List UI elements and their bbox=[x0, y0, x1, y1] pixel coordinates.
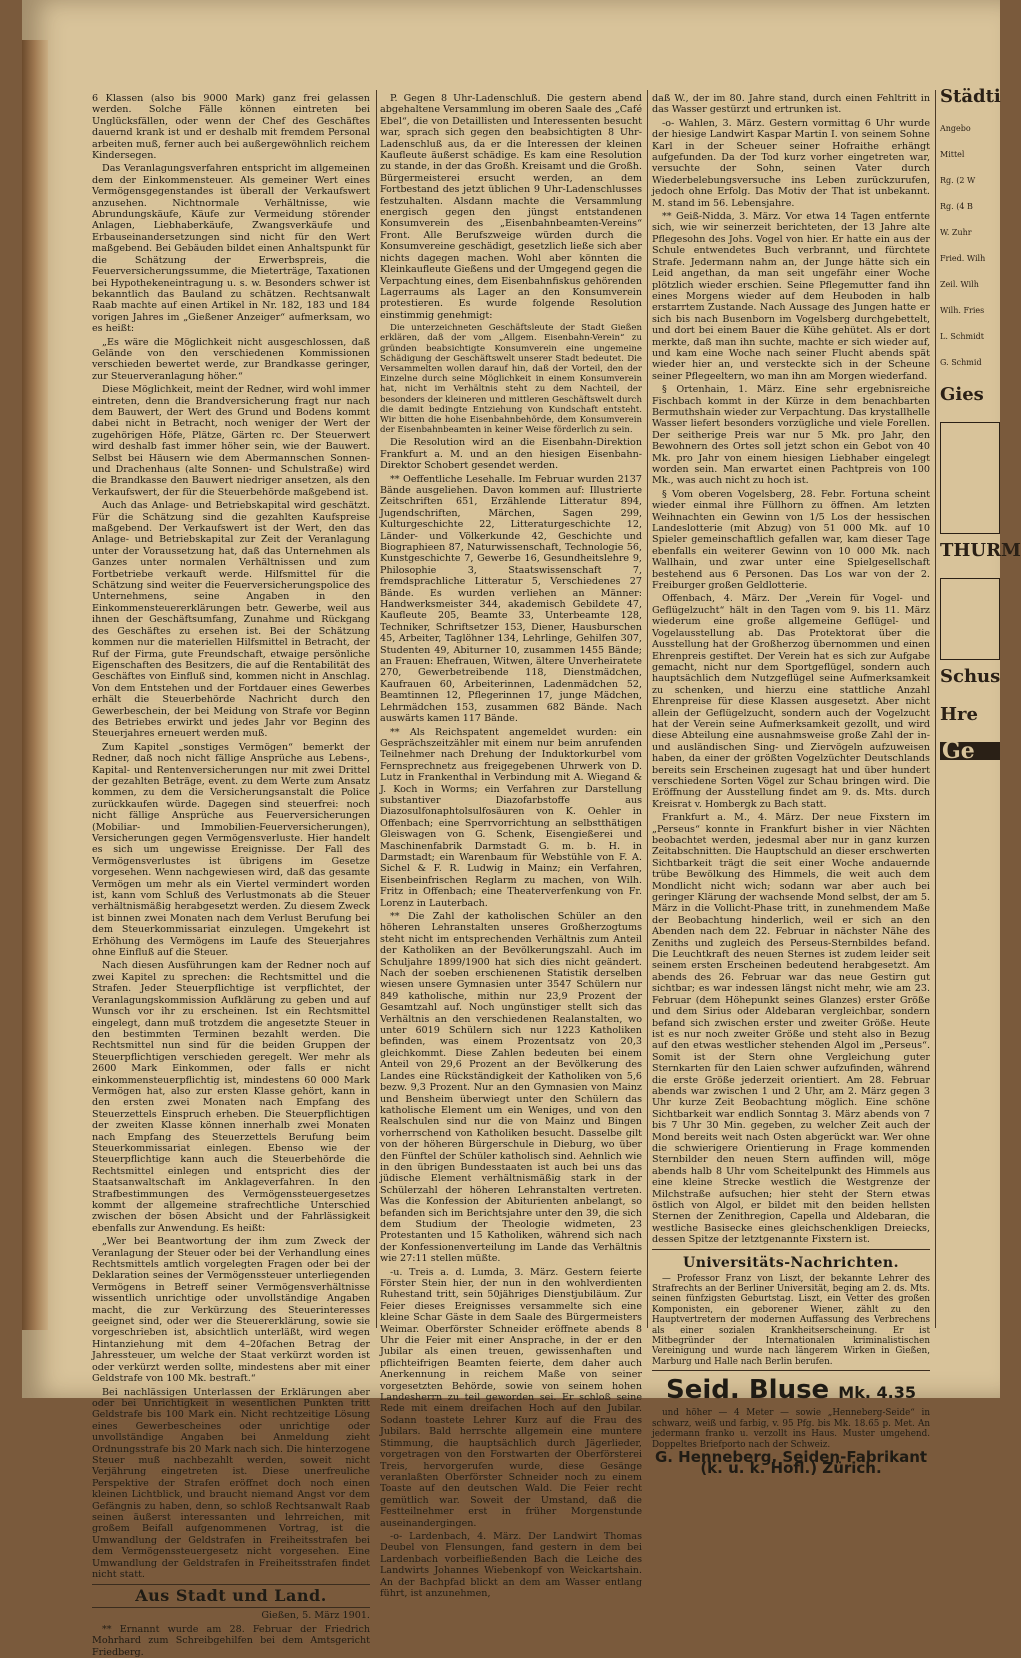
paragraph: Zum Kapitel „sonstiges Vermögen“ bemerkt der Redner, daß noch nicht fällige Ansprüche aus Lebens-, Kapital- und Rentenversicherungen nur mit zwei Drittel der gezahlten Beträge, event. zu dem Werte zum Ansatz kommen, zu dem die Versicherungsanstalt die Police zurückkaufen würde. Dagegen sind steuerfrei: noch nicht fällige Ansprüche aus Feuerversicherungen (Mobiliar- und Immobilien-Feuerversicherungen), Versicherungen gegen Vermögensverluste. Hier handelt es sich um ungewisse Ereignisse. Der Fall des Vermögensverlustes ist übrigens im Gesetze vorgesehen. Wenn nachgewiesen wird, daß das gesamte Vermögen um mehr als ein Viertel vermindert worden ist, kann vom Schluß des Verlustmonats ab die Steuer verhältnismäßig herabgesetzt werden. Zu diesem Zweck ist binnen zwei Monaten nach dem Verlust Berufung bei dem Steuerkommissariat einzulegen. Umgekehrt ist Erhöhung des Vermögens im Laufe des Steuerjahres ohne Einfluß auf die Steuer. bbox=[92, 741, 370, 959]
paragraph: -u. Treis a. d. Lumda, 3. März. Gestern feierte Förster Stein hier, der nun in den wohlverdienten Ruhestand tritt, sein 50jähriges Dienstjubiläum. Zur Feier dieses Ereignisses versammelte sich eine kleine Schar Gäste in dem Saale des Bürgermeisters Weimar. Oberförster Schneider eröffnete abends 8 Uhr die Feier mit einer Ansprache, in der er den Jubilar als einen treuen, gewissenhaften und pflichteifrigen Beamten feierte, dem daher auch Anerkennung in reichem Maße von seiner vorgesetzten Behörde, sowie von seinem hohen Landesherrn zu teil geworden sei. Er schloß seine Rede mit einem dreifachen Hoch auf den Jubilar. Sodann toastete Lehrer Kurz auf die Frau des Jubilars. Bald herrschte allgemein eine muntere Stimmung, die hauptsächlich durch Jägerlieder, vorgetragen von den Forstwarten der Oberförsterei Treis, hervorgerufen wurde, diese Gesänge veranlaßten Oberförster Schneider noch zu einem Toaste auf den deutschen Wald. Die Feier recht gemütlich war. Soweit der Umstand, daß die Festteilnehmer erst in früher Morgenstunde auseinandergingen. bbox=[380, 1266, 642, 1529]
paragraph: — Professor Franz von Liszt, der bekannte Lehrer des Strafrechts an der Berliner Universität, beging am 2. ds. Mts. seinen fünfzigsten Geburtstag. Liszt, ein Vetter des großen Komponisten, ein geborener Wiener, zählt zu den Hauptvertretern der modernen Auffassung des Verbrechens als einer sozialen Krankheitserscheinung. Er ist Mitbegründer der Internationalen kriminalistischen Vereinigung und wurde nach längerem Wirken in Gießen, Marburg und Halle nach Berlin berufen. bbox=[652, 1273, 930, 1367]
strip-item: L. Schmidt bbox=[940, 332, 984, 341]
paragraph: ** Geiß-Nidda, 3. März. Vor etwa 14 Tagen entfernte sich, wie wir seinerzeit berichteten, der 13 Jahre alte Pflegesohn des Johs. Vogel von hier. Er hatte ein aus der Schule entwendetes Buch verbrannt, und fürchtete Strafe. Jedermann nahm an, der Junge hätte sich ein Leid angethan, da man seit ungefähr einer Woche plötzlich wieder erschien. Seine Pflegemutter fand ihn eines Morgens wieder auf dem Heuboden in halb erstarrtem Zustande. Nach Aussage des Jungen hatte er sich bis nach Busenborn im Vogelsberg durchgebettelt, und dort bei einem Bauer die Kühe gehütet. Als er dort merkte, daß man ihn suchte, machte er sich wieder auf, und kam eine Woche nach seiner Flucht abends spät wieder hier an, und versteckte sich in der Scheune seiner Pflegeeltern, wo man ihn am Morgen wiederfand. bbox=[652, 211, 930, 382]
section-heading: Universitäts-Nachrichten. bbox=[683, 1254, 899, 1271]
strip-heading: Städti bbox=[940, 86, 1001, 107]
advertisement bbox=[652, 1375, 930, 1478]
paragraph: -o- Wahlen, 3. März. Gestern vormittag 6 Uhr wurde der hiesige Landwirt Kaspar Martin I. von seinem Sohne Karl in der Scheuer seiner Hofraithe erhängt aufgefunden. Da der Tod kurz vorher eingetreten war, versuchte der Sohn, seinen Vater durch Wiederbelebungsversuche ins Leben zurückzurufen, jedoch ohne Erfolg. Das Motiv der That ist unbekannt. M. stand im 56. Lebensjahre. bbox=[652, 117, 930, 209]
paragraph: ** Ernannt wurde am 28. Februar der Friedrich Mohrhard zum Schreibgehilfen bei dem Amtsgericht Friedberg. bbox=[92, 1623, 370, 1658]
column-2 bbox=[380, 93, 643, 1599]
column-1 bbox=[92, 93, 370, 1658]
paragraph: § Vom oberen Vogelsberg, 28. Febr. Fortuna scheint wieder einmal ihre Füllhorn zu öffnen. Am letzten Weihnachten ein Gewinn von 1/5 Los der hessischen Landeslotterie (mit Abzug) von 51 000 Mk. auf 10 Spieler gemeinschaftlich gefallen war, kam dieser Tage ebenfalls ein weiterer Gewinn von 10 000 Mk. nach Wallhain, und zwar unter eine Spielgesellschaft bestehend aus 6 Personen. Das Los war von der 2. Freiburger großen Geldlotterie. bbox=[652, 488, 930, 592]
strip-item: Gies bbox=[940, 384, 984, 405]
ad-price: Mk. 4.35 bbox=[838, 1383, 916, 1403]
paragraph: Offenbach, 4. März. Der „Verein für Vogel- und Geflügelzucht“ hält in den Tagen vom 9. bis 11. März wiederum eine große allgemeine Geflügel- und Vogelausstellung ab. Das Protektorat über die Ausstellung hat der Großherzog übernommen und einen Ehrenpreis gestiftet. Der Verein hat es sich zur Aufgabe gemacht, nicht nur dem Sportgeflügel, sondern auch hauptsächlich dem Nutzgeflügel seine Aufmerksamkeit zu schenken, und hierzu eine stattliche Anzahl Ehrenpreise für diese Klassen ausgesetzt. Aber nicht allein der Geflügelzucht, sondern auch der Vogelzucht hat der Verein seine Aufmerksamkeit gezollt, und wird diese Abteilung eine ausnahmsweise große Zahl der in- und ausländischen Sing- und Ziervögeln aufzuweisen haben, da einer der größten Vogelzüchter Deutschlands bereits sein Erscheinen zugesagt hat und über hundert verschiedene Sorten Vögel zur Schau bringen wird. Die Eröffnung der Ausstellung findet am 9. ds. Mts. durch Kreisrat v. Hombergk zu Bach statt. bbox=[652, 593, 930, 810]
divider bbox=[652, 1249, 930, 1250]
ad-product: Seid. Bluse bbox=[666, 1375, 830, 1406]
column-rule bbox=[376, 90, 377, 1328]
column-3 bbox=[652, 93, 930, 1478]
strip-item: W. Zuhr bbox=[940, 228, 972, 237]
paragraph: ** Oeffentliche Lesehalle. Im Februar wurden 2137 Bände ausgeliehen. Davon kommen auf: Illustrierte Zeitschriften 651, Erzählende Litteratur 894, Jugendschriften, Märchen, Sagen 299, Kulturgeschichte 22, Litteraturgeschichte 12, Länder- und Völkerkunde 42, Geschichte und Biographieen 87, Naturwissenschaft, Technologie 56, Kunstgeschichte 7, Gewerbe 16, Gesundheitslehre 9, Philosophie 3, Staatswissenschaft 7, fremdsprachliche Litteratur 5, Verschiedenes 27 Bände. Es wurden verliehen an Männer: Handwerksmeister 344, akademisch Gebildete 47, Kaufleute 205, Beamte 33, Unterbeamte 128, Techniker, Schriftsetzer 153, Diener, Hausburschen 45, Arbeiter, Taglöhner 134, Lehrlinge, Gehilfen 307, Studenten 49, Abiturner 10, zusammen 1455 Bände; an Frauen: Ehefrauen, Witwen, ältere Unverheiratete 270, Gewerbetreibende 118, Dienstmädchen, Kaufrauen 60, Arbeiterinnen, Ladenmädchen 52, Beamtinnen 12, Pflegerinnen 17, junge Mädchen, Lehrmädchen 153, zusammen 682 Bände. Nach auswärts kamen 117 Bände. bbox=[380, 473, 642, 725]
adjacent-page-strip bbox=[940, 86, 1021, 1336]
strip-item: Rg. (4 B bbox=[940, 202, 973, 211]
strip-item: Zeil. Wilh bbox=[940, 280, 979, 289]
paragraph: Auch das Anlage- und Betriebskapital wird geschätzt. Für die Schätzung sind die gezahlten Kaufspreise maßgebend. Der Verkaufswert ist der Wert, den das Anlage- und Betriebskapital zur Zeit der Veranlagung unter der Voraussetzung hat, daß das Unternehmen als Ganzes unter normalen Verhältnissen und zum Fortbetriebe verkauft werde. Hilfsmittel für die Schätzung sind weiter die Feuerversicherungspolice des Unternehmens, seine Angaben in den Einkommensteuererklärungen betr. Gewerbe, weil aus ihnen der Geschäftsumfang, Zunahme und Rückgang des Geschäftes zu ersehen ist. Bei der Schätzung kommen nur die materiellen Hilfsmittel in Betracht, der Ruf der Firma, gute Freundschaft, etwaige persönliche Eigenschaften des Besitzers, die auf die Rentabilität des Geschäftes von Einfluß sind, kommen nicht in Anschlag. Von dem Entstehen und der Fortdauer eines Gewerbes erhält die Steuerbehörde Nachricht durch den Gewerbeschein, der bei Meidung von Strafe vor Beginn des Betriebes erwirkt und jedes Jahr vor Beginn des Steuerjahres erneuert werden muß. bbox=[92, 500, 370, 740]
strip-item: Wilh. Fries bbox=[940, 306, 985, 315]
strip-ad: Hre bbox=[940, 704, 978, 725]
paragraph: ** Als Reichspatent angemeldet wurden: ein Gesprächszeitzähler mit einem nur beim anrufenden Teilnehmer nach Drehung der Induktorkurbel vom Fernsprechnetz aus freigegebenen Uhrwerk von D. Lutz in Frankenthal in Verbindung mit A. Wiegand & J. Koch in Worms; ein Verfahren zur Darstellung substantiver Diazofarbstoffe aus Diazosulfonaphtolsulfosäuren von K. Oehler in Offenbach; eine Sperrvorrichtung an selbstthätigen Gleiswagen von G. Schenk, Eisengießerei und Maschinenfabrik Darmstadt G. m. b. H. in Darmstadt; ein Warenbaum für Webstühle von F. A. Sichel & F. R. Ludwig in Mainz; ein Verfahren, Eisenbeinfrischen Reglarm zu machen, von Wilh. Fritz in Offenbach; eine Theaterverfenkung von Fr. Lorenz in Lauterbach. bbox=[380, 726, 642, 909]
ad-title bbox=[652, 1375, 930, 1408]
strip-item: Fried. Wilh bbox=[940, 254, 986, 263]
strip-item: Rg. (2 W bbox=[940, 176, 976, 185]
paragraph: Bei nachlässigen Unterlassen der Erklärungen aber oder bei Unrichtigkeit in wesentlichen Punkten tritt Geldstrafe bis 100 Mark ein. Nicht rechtzeitige Lösung eines Gewerbescheines oder unrichtige oder unvollständige Angaben bei Anmeldung zieht Ordnungsstrafe bis 20 Mark nach sich. Die hinterzogene Steuer muß nachbezahlt werden, soweit nicht Verjährung eingetreten ist. Diese unerfreuliche Perspektive der Strafen eröffnet doch noch einen kleinen Lichtblick, und braucht niemand Angst vor dem Gefängnis zu haben, denn, so schloß Rechtsanwalt Raab seinen äußerst interessanten und lehrreichen, mit großem Beifall aufgenommenen Vortrag, ist die Umwandlung der Geldstrafen in Freiheitsstrafen bei dem Vermögenssteuergesetz nicht vorgesehen. Eine Umwandlung der Geldstrafen in Freiheitsstrafen findet nicht statt. bbox=[92, 1386, 370, 1580]
paragraph: Die Resolution wird an die Eisenbahn-Direktion Frankfurt a. M. und an den hiesigen Eisenbahn-Direktor Schobert gesendet werden. bbox=[380, 437, 642, 472]
resolution-text: Die unterzeichneten Geschäftsleute der Stadt Gießen erklären, daß der vom „Allgem. Eisenbahn-Verein“ zu gründen beabsichtigte Konsumverein eine ungemeine Schädigung der Geschäftswelt unserer Stadt bedeutet. Die Versammelten wollen darauf hin, daß der Vorteil, den der Einzelne durch seine Möglichkeit in einem Konsumverein hat, nicht im Verhältnis steht zu dem Nachteil, der besonders der kleineren und mittleren Geschäftswelt durch die damit bedingte Entziehung von Kundschaft entsteht. Wir bitten die hohe Eisenbahnbehörde, dem Konsumverein der Eisenbahnbeamten in keiner Weise förderlich zu sein. bbox=[380, 323, 642, 436]
paragraph: 6 Klassen (also bis 9000 Mark) ganz frei gelassen werden. Solche Fälle können eintreten bei Unglücksfällen, oder wenn der Chef des Geschäftes dauernd krank ist und er deshalb mit fremdem Personal arbeiten muß, ferner auch bei außergewöhnlich reichem Kindersegen. bbox=[92, 93, 370, 162]
dateline: Gießen, 5. März 1901. bbox=[261, 1610, 370, 1622]
ad-text: und höher — 4 Meter — sowie „Henneberg-Seide“ in schwarz, weiß und farbig, v. 95 Pfg. bis Mk. 18.65 p. Met. An jedermann franko u. verzollt ins Haus. Muster umgehend. Doppeltes Briefporto nach der Schweiz. bbox=[652, 1408, 930, 1450]
paragraph: § Ortenhain, 1. März. Eine sehr ergebnisreiche Fischbach kommt in der Kürze in dem benachbarten Bermuthshain wieder zur Verpachtung. Das krystallhelle Wasser liefert besonders vorzügliche und viele Forellen. Der seitherige Preis war nur 5 Mk. pro Jahr, den Bewohnern des Ortes soll jetzt schon ein Gebot von 40 Mk. pro Jahr von einem hiesigen Liebhaber eingelegt worden sein. Man erwartet einen Pachtpreis von 100 Mk., was auch nicht zu hoch ist. bbox=[652, 384, 930, 487]
paragraph: „Es wäre die Möglichkeit nicht ausgeschlossen, daß Gelände von den verschiedenen Kommissionen verschieden bewertet werde, zur Brandkasse geringer, zur Steuerveranlagung höher.“ bbox=[92, 336, 370, 382]
strip-item: G. Schmid bbox=[940, 358, 982, 367]
strip-item: Mittel bbox=[940, 150, 965, 159]
paragraph: -o- Lardenbach, 4. März. Der Landwirt Thomas Deubel von Flensungen, fand gestern in dem bei Lardenbach vorbeifließenden Bach die Leiche des Landwirts Johannes Wiebenkopf von Weickartshain. An der Bachpfad blickt an dem am Wasser entlang führt, ist anzunehmen, bbox=[380, 1530, 642, 1599]
strip-ad-dark: Ge bbox=[940, 742, 1000, 760]
paragraph: „Wer bei Beantwortung der ihm zum Zweck der Veranlagung der Steuer oder bei der Verhandlung eines Rechtsmittels amtlich vorgelegten Fragen oder bei der Deklaration seines der Vermögenssteuer unterliegenden Vermögens in Betreff seiner Vermögensverhältnisse wissentlich unrichtige oder unvollständige Angaben macht, die zur Verkürzung des Steuerinteresses geeignet sind, oder wer die Steuererklärung, sowie sie vorgeschrieben ist, absichtlich unterläßt, wird wegen Hintanziehung mit dem 4–20fachen Betrag der Jahressteuer, um welche der Staat verkürzt worden ist oder verkürzt werden sollte, mindestens aber mit einer Geldstrafe von 100 Mk. bestraft.“ bbox=[92, 1236, 370, 1385]
column-rule bbox=[647, 90, 648, 1328]
column-rule bbox=[935, 90, 936, 1328]
paragraph: P. Gegen 8 Uhr-Ladenschluß. Die gestern abend abgehaltene Versammlung im oberen Saale des „Café Ebel“, die von Detaillisten und Interessenten besucht war, sprach sich gegen den beabsichtigten 8 Uhr-Ladenschluß aus, da er die Interessen der kleinen Kaufleute äußerst schädige. Es kam eine Resolution zu stande, in der das Großh. Kreisamt und die Großh. Bürgermeisterei ersucht werden, an dem Fortbestand des jetzt üblichen 9 Uhr-Ladenschlusses festzuhalten. Alsdann machte die Versammlung energisch gegen den jüngst entstandenen Konsumverein des „Eisenbahnbeamten-Vereins“ Front. Alle Berufszweige würden durch die Konsumvereine geschädigt, gesetzlich ließe sich aber nichts dagegen machen. Wohl aber könnten die Kleinkaufleute Gießens und der Umgegend gegen die Verpachtung eines, dem Eisenbahnfiskus gehörenden Lagerraums als Lager an den Konsumverein protestieren. Es wurde folgende Resolution einstimmig genehmigt: bbox=[380, 93, 643, 321]
paragraph: ** Die Zahl der katholischen Schüler an den höheren Lehranstalten unseres Großherzogtums steht nicht im entsprechenden Verhältnis zum Anteil der Katholiken an der Bevölkerungszahl. Auch im Schuljahre 1899/1900 hat sich dies nicht geändert. Nach der soeben erschienenen Statistik derselben wiesen unsere Gymnasien unter 3547 Schülern nur 849 katholische, mithin nur 23,9 Prozent der Gesamtzahl auf. Noch ungünstiger stellt sich das Verhältnis an den verschiedenen Realanstalten, wo unter 6019 Schülern sich nur 1223 Katholiken befinden, was einem Prozentsatz von 20,3 gleichkommt. Diese Zahlen bedeuten bei einem Anteil von 29,6 Prozent an der Bevölkerung des Landes eine Rückständigkeit der Katholiken von 5,6 bezw. 9,3 Prozent. Nur an den Gymnasien von Mainz und Bensheim überwiegt unter den Schülern das katholische Element um ein Weniges, und von den Realschulen sind nur die von Mainz und Bingen vorherrschend von Katholiken besucht. Dasselbe gilt von der höheren Bürgerschule in Dieburg, wo über den Fünftel der Schüler katholisch sind. Aehnlich wie in den übrigen Bundesstaaten ist auch bei uns das jüdische Element verhältnismäßig stark in der Schülerzahl der höheren Lehranstalten vertreten. Was die Konfession der Abiturienten anbelangt, so befanden sich im Berichtsjahre unter den 39, die sich dem Studium der Theologie widmeten, 23 Protestanten und 15 Katholiken, während sich nach der Konfessionenverteilung im Lande das Verhältnis wie 27:11 stellen müßte. bbox=[380, 911, 642, 1265]
paragraph: Das Veranlagungsverfahren entspricht im allgemeinen dem der Einkommensteuer. Als gemeiner Wert eines Vermögensgegenstandes ist überall der Verkaufswert anzusehen. Nichtnormale Verhältnisse, wie Abrundungskäufe, Käufe zur Vermeidung störender Anlagen, Liebhaberkäufe, Zwangsverkäufe und Erbauseinandersetzungen sind nicht für den Wert maßgebend. Bei Gebäuden bildet einen Anhaltspunkt für die Schätzung der Erwerbspreis, die Feuerversicherungssumme, die Mieterträge, Taxationen bei Hypothekeneintragung u. s. w. Besonders schwer ist bekanntlich das Bauland zu schätzen. Rechtsanwalt Raab machte auf einen Artikel in Nr. 182, 183 und 184 vorigen Jahres im „Gießener Anzeiger“ aufmerksam, wo es heißt: bbox=[92, 163, 370, 335]
ad-firm: G. Henneberg, Seiden-Fabrikant (k. u. k. Hofl.) Zürich. bbox=[654, 1447, 928, 1478]
section-heading: Aus Stadt und Land. bbox=[92, 1584, 370, 1608]
paragraph: daß W., der im 80. Jahre stand, durch einen Fehltritt in das Wasser gestürzt und ertrunken ist. bbox=[652, 93, 930, 116]
paragraph: Frankfurt a. M., 4. März. Der neue Fixstern im „Perseus“ konnte in Frankfurt bisher in vier Nächten beobachtet werden, jedesmal aber nur in ganz kurzen Zeitabschnitten. Die Hauptschuld an dieser erschwerten Sichtbarkeit trägt die seit einer Woche andauernde trübe Bewölkung des Himmels, die weit auch dem Mondlicht nicht wich; sodann war aber auch bei geringer Klärung der wachsende Mond selbst, der am 5. März in die Vollicht-Phase tritt, in zunehmendem Maße der Beobachtung hinderlich, weil er sich an den Abenden nach dem 22. Februar in nächster Nähe des Zeniths und zugleich des Perseus-Sternbildes befand. Die Leuchtkraft des neuen Sternes ist zudem leider seit seinem ersten Erscheinen bedeutend herabgesetzt. Am abends des 26. Februar war das neue Gestirn gut sichtbar; es war indessen längst nicht mehr, wie am 23. Februar (dem Höhepunkt seines Glanzes) erster Größe und dem Sirius oder Aldebaran vergleichbar, sondern befand sich zwischen erster und zweiter Größe. Heute ist es nur noch zweiter Größe und steht also in Bezug auf den etwas westlicher stehenden Algol im „Perseus“. Somit ist der Stern ohne Vergleichung guter Sternkarten für den Laien schwer aufzufinden, während die erste Größe jederzeit orientiert. Am 28. Februar abends war zwischen 1 und 2 Uhr, am 2. März gegen 3 Uhr kurze Zeit Beobachtung möglich. Eine schöne Sichtbarkeit war endlich Sonntag 3. März abends von 7 bis 7 Uhr 30 Min. gegeben, zu welcher Zeit auch der Mond bereits weit nach Osten abgerückt war. Wer ohne die schwierigere Orientierung in Frage kommenden Sternbilder den neuen Stern auffinden will, möge abends halb 8 Uhr vom Scheitelpunkt des Himmels aus eine kleine Strecke westlich die Westgrenze der Milchstraße aufsuchen; hier steht der Stern etwas östlich von Algol, er bildet mit den beiden hellsten Sternen der Zenithregion, Capella und Aldebaran, die westliche Basisecke eines gleichschenkligen Dreiecks, dessen Spitze der letztgenannte Fixstern ist. bbox=[652, 812, 930, 1246]
book-binding bbox=[22, 40, 48, 1330]
strip-ad-box bbox=[940, 422, 1000, 534]
paragraph: Diese Möglichkeit, meint der Redner, wird wohl immer eintreten, denn die Brandversicherung fragt nur nach dem Bauwert, der Wert des Grund und Bodens kommt dabei nicht in Betracht, noch weniger der Wert der zugehörigen Höfe, Plätze, Gärten rc. Der Steuerwert wird deshalb fast immer höher sein, wie der Bauwert. Selbst bei Häusern wie dem Abermannschen Sonnen- und Drachenhaus (alte Sonnen- und Schulstraße) wird die Brandkasse den Bauwert niedriger ansetzen, als den Verkaufswert, der für die Steuerbehörde maßgebend ist. bbox=[92, 384, 370, 498]
divider bbox=[652, 1370, 930, 1371]
strip-ad: THURM bbox=[940, 540, 1021, 561]
paragraph: Nach diesen Ausführungen kam der Redner noch auf zwei Kapitel zu sprechen: die Rechtsmittel und die Strafen. Jeder Steuerpflichtige ist verpflichtet, der Veranlagungskommission Aufklärung zu geben und auf Wunsch vor ihr zu erscheinen. Ist ein Rechtsmittel eingelegt, dann muß trotzdem die angesetzte Steuer in den bestimmten Terminen bezahlt werden. Die Rechtsmittel nun sind für die beiden Gruppen der Steuerpflichtigen verschieden geregelt. Wer mehr als 2600 Mark Einkommen, oder falls er nicht einkommensteuerpflichtig ist, mindestens 60 000 Mark Vermögen hat, also zur ersten Klasse gehört, kann in den ersten zwei Monaten nach Empfang des Steuerzettels Einspruch erheben. Die Steuerpflichtigen der zweiten Klasse können innerhalb zwei Monaten nach Empfang des Steuerzettels Berufung beim Steuerkommissariat einlegen. Ebenso wie der Steuerpflichtige kann auch die Steuerbehörde die Rechtsmittel einlegen und entspricht dies der Staatsanwaltschaft im Anklageverfahren. In den Strafbestimmungen des Vermögenssteuergesetzes kommt der allgemeine strafrechtliche Unterschied zwischen der bösen Absicht und der Fahrlässigkeit ebenfalls zur Anwendung. Es heißt: bbox=[92, 960, 370, 1234]
strip-ad: Schus bbox=[940, 666, 1001, 687]
strip-ad-box bbox=[940, 578, 1000, 660]
strip-item: Angebo bbox=[940, 124, 971, 133]
